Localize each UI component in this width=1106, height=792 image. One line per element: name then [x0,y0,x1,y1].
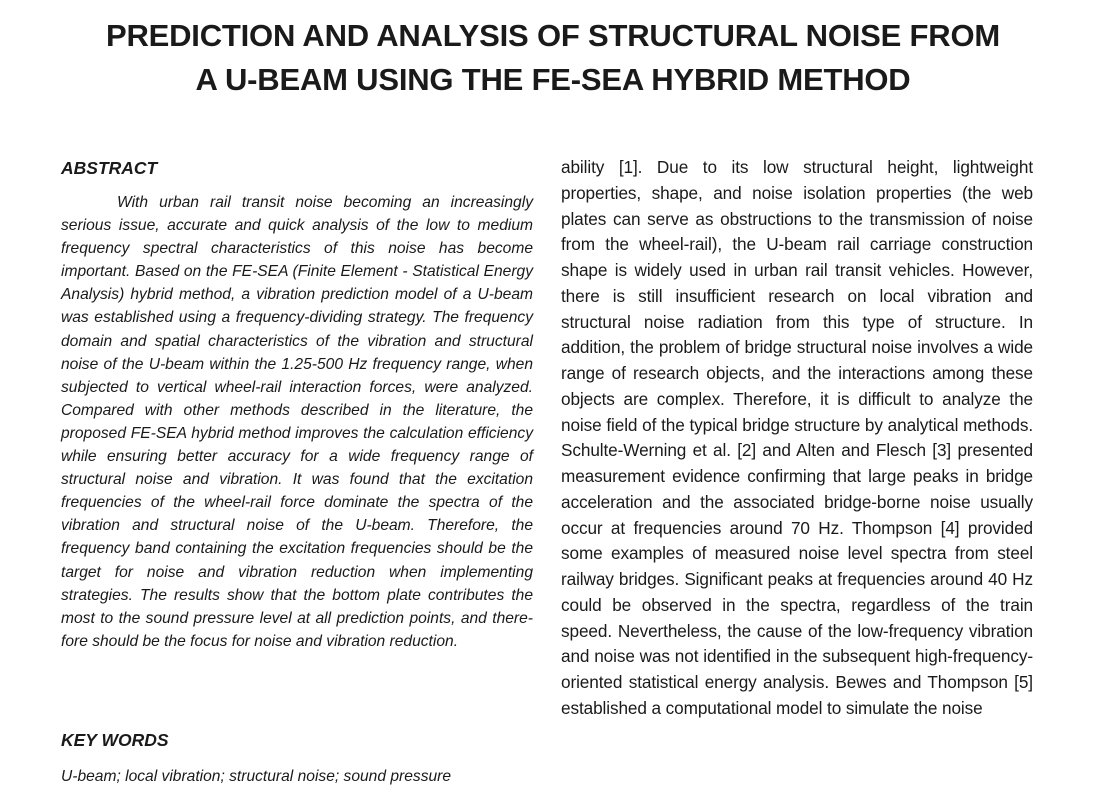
right-column [561,155,1033,722]
body-paragraph: ability [1]. Due to its low structural height, lightweight properties, shape, and noise isolation properties (the web plates can serve as obstructions to the transmission of noise from the wheel-rail), the U-beam rail carriage construction shape is widely used in urban rail transit vehicles. However, there is still insufficient research on local vibration and structural noise radiation from this type of structure. In addition, the problem of bridge structural noise involves a wide range of research objects, and the interactions among these objects are complex. Therefore, it is difficult to analyze the noise field of the typical bridge structure by analytical methods. Schulte-Werning et al. [2] and Alten and Flesch [3] presented measurement evidence confirming that large peaks in bridge acceleration and the associated bridge-borne noise usually occur at frequencies around 70 Hz. Thompson [4] provided some examples of measured noise level spectra from steel railway bridges. Significant peaks at frequencies around 40 Hz could be observed in the spectra, regardless of the train speed. Nevertheless, the cause of the low-frequency vibration and noise was not identified in the subsequent high-frequency-oriented statistical energy analysis. Bewes and Thompson [5] established a computational model to simulate the noise [561,157,1033,718]
paper-title-line-1: PREDICTION AND ANALYSIS OF STRUCTURAL NOISE FROM [105,18,1001,53]
paper-title-line-2: A U-BEAM USING THE FE-SEA HYBRID METHOD [195,62,911,97]
abstract-text: With urban rail transit noise becoming an increasingly serious issue, accurate and quick analysis of the low to medium frequency spectral characteristics of this noise has become important. Based on the FE-SEA (Finite Element - Statistical Energy Analysis) hybrid method, a vibration prediction model of a U-beam was established using a frequency-dividing strategy. The frequency domain and spatial characteristics of the vibration and structural noise of the U-beam within the 1.25-500 Hz frequency range, when subjected to vertical wheel-rail interaction forces, were analyzed. Compared with other methods described in the literature, the proposed FE-SEA hybrid method improves the calculation efficiency while ensuring better accuracy for a wide frequency range of structural noise and vibration. It was found that the excitation frequencies of the wheel-rail force dominate the spectra of the vibration and structural noise of the U-beam. Therefore, the frequency band containing the excitation frequencies should be the target for noise and vibration reduction when implementing strategies. The results show that the bottom plate contributes the most to the sound pressure level at all prediction points, and therefore should be the focus for noise and vibration reduction. [61,194,533,650]
paper-title [40,14,1066,102]
left-column [61,155,533,785]
keywords-heading: KEY WORDS [61,730,169,750]
abstract-heading: ABSTRACT [61,158,158,178]
keywords-text: U-beam; local vibration; structural noise; sound pressure [61,768,452,785]
